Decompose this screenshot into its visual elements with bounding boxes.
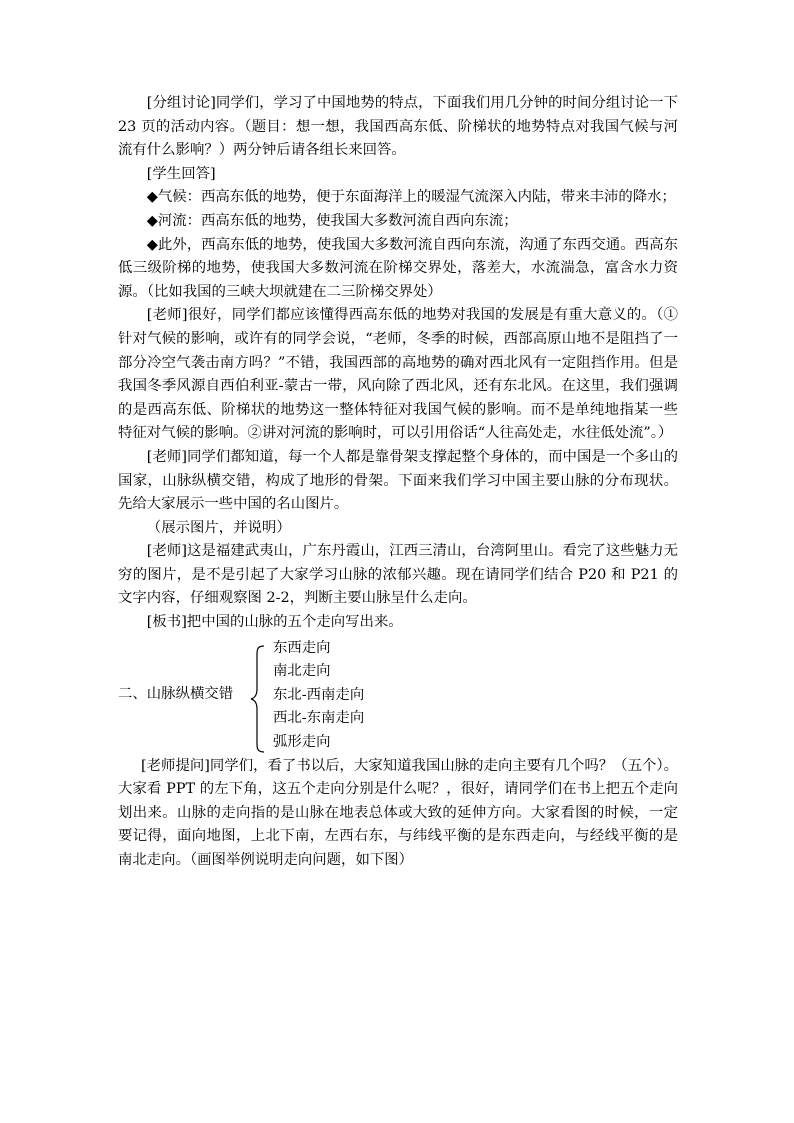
paragraph-student-answer-label: [学生回答]	[146, 165, 216, 182]
paragraph-moreover: ◆此外，西高东低的地势，使我国大多数河流自西向东流，沟通了东西交通。西高东低三级阶梯的地势，使我国大多数河流在阶梯交界处，落差大，水流湍急，富含水力资源。（比如我国的三峡大坝就建在二三阶梯交界处）	[118, 236, 678, 300]
paragraph-climate: ◆气候：西高东低的地势，便于东面海洋上的暖湿气流深入内陆，带来丰沛的降水；	[146, 189, 676, 206]
outline-items	[273, 637, 364, 755]
outline-item: 南北走向	[273, 663, 331, 680]
paragraph-teacher-1: [老师]很好，同学们都应该懂得西高东低的地势对我国的发展是有重大意义的。（①针对气候的影响，或许有的同学会说，“老师，冬季的时候，西部高原山地不是阻挡了一部分冷空气袭击南方吗？”不错，我国西部的高地势的确对西北风有一定阻挡作用。但是我国冬季风源自西伯利亚-蒙古一带，风向除了西北风，还有东北风。在这里，我们强调的是西高东低、阶梯状的地势这一整体特征对我国气候的影响。而不是单纯地指某一些特征对气候的影响。②讲对河流的影响时，可以引用俗话“人往高处走，水往低处流”。）	[118, 307, 678, 442]
outline-item: 弧形走向	[273, 734, 331, 751]
paragraph-rivers: ◆河流：西高东低的地势，使我国大多数河流自西向东流；	[146, 212, 518, 229]
paragraph-show-images: （展示图片，并说明）	[146, 519, 291, 536]
paragraph-teacher-3: [老师]这是福建武夷山，广东丹霞山，江西三清山，台湾阿里山。看完了这些魅力无穷的图片，是不是引起了大家学习山脉的浓郁兴趣。现在请同学们结合 P20 和 P21 的文字内容，仔细观察图 2-2，判断主要山脉呈什么走向。	[118, 543, 678, 607]
paragraph-group-discussion: [分组讨论]同学们，学习了中国地势的特点，下面我们用几分钟的时间分组讨论一下 23 页的活动内容。（题目：想一想，我国西高东低、阶梯状的地势特点对我国气候与河流有什么影响？）两分钟后请各组长来回答。	[118, 95, 678, 159]
outline-title: 二、山脉纵横交错	[118, 685, 234, 702]
paragraph-teacher-question: [老师提问]同学们，看了书以后，大家知道我国山脉的走向主要有几个吗？（五个）。大家看 PPT 的左下角，这五个走向分别是什么呢？，很好，请同学们在书上把五个走向划出来。山脉的走向指的是山脉在地表总体或大致的延伸方向。大家看图的时候，一定要记得，面向地图，上北下南，左西右东，与纬线平衡的是东西走向，与经线平衡的是南北走向。（画图举例说明走向问题，如下图）	[118, 757, 678, 869]
outline-item: 东北-西南走向	[273, 686, 365, 703]
brace-icon	[250, 645, 266, 753]
blackboard-outline	[118, 637, 678, 755]
paragraph-blackboard: [板书]把中国的山脉的五个走向写出来。	[146, 614, 403, 631]
document-page	[118, 92, 678, 873]
outline-item: 东西走向	[273, 639, 331, 656]
outline-item: 西北-东南走向	[273, 710, 365, 727]
paragraph-teacher-2: [老师]同学们都知道，每一个人都是靠骨架支撑起整个身体的，而中国是一个多山的国家，山脉纵横交错，构成了地形的骨架。下面来我们学习中国主要山脉的分布现状。先给大家展示一些中国的名山图片。	[118, 448, 678, 513]
